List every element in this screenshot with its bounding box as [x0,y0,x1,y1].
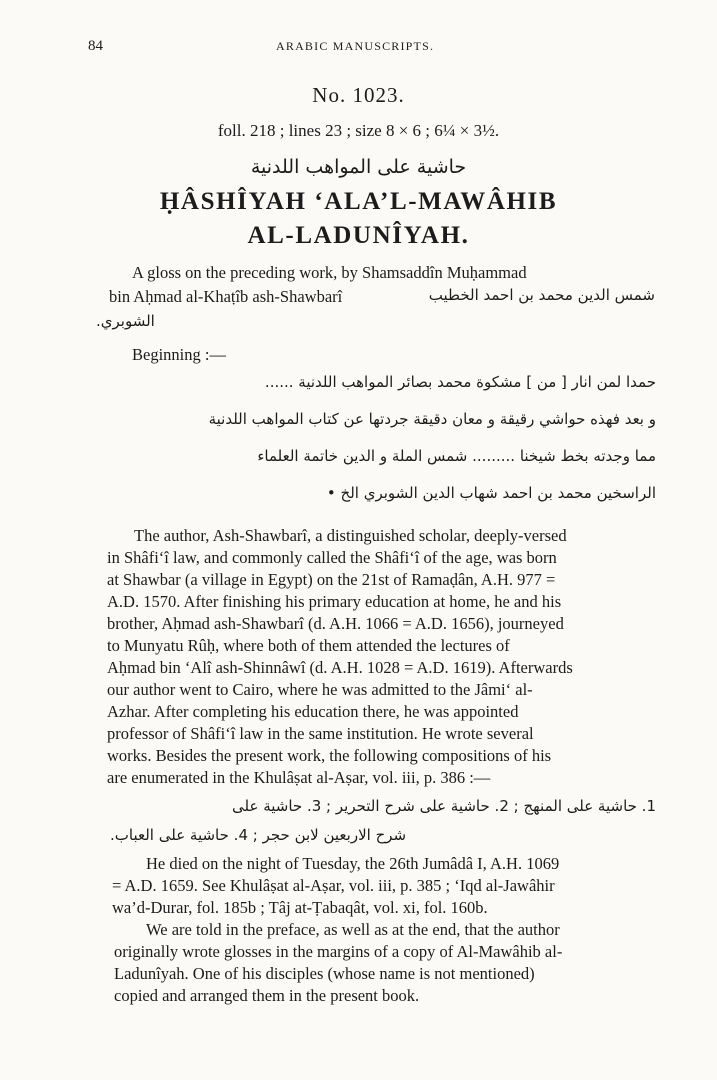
bio-line: are enumerated in the Khulâṣat al-Aṣar, vol. iii, p. 386 :— [107,768,491,787]
running-title: ARABIC MANUSCRIPTS. [276,39,435,53]
bio-line: to Munyatu Rûḥ, where both of them attended the lectures of [107,636,510,655]
bio-line: The author, Ash-Shawbarî, a distinguished scholar, deeply-versed [134,526,567,545]
bio-line: brother, Aḥmad ash-Shawbarî (d. A.H. 1066 = A.D. 1656), journeyed [107,614,564,633]
title-line-1: ḤÂSHÎYAH ‘ALA’L-MAWÂHIB [159,188,558,215]
gloss-line-2: bin Aḥmad al-Khaṭîb ash-Shawbarî [109,287,343,306]
arabic-title: حاشية على المواهب اللدنية [250,156,467,178]
bio-line: Azhar. After completing his education there, he was appointed [107,702,519,721]
death-line: = A.D. 1659. See Khulâṣat al-Aṣar, vol. iii, p. 385 ; ‘Iqd al-Jawâhir [112,876,555,895]
death-line: wa’d-Durar, fol. 185b ; Tâj at-Ṭabaqât, vol. xi, fol. 160b. [112,898,488,917]
collation: foll. 218 ; lines 23 ; size 8 × 6 ; 6¼ × 3½. [217,121,500,140]
beginning-line: حمدا لمن انار [ من ] مشكوة محمد بصائر المواهب اللدنية ...... [264,373,656,391]
gloss-line-2-arabic: شمس الدين محمد بن احمد الخطيب [428,286,655,304]
gloss-line-1: A gloss on the preceding work, by Shamsaddîn Muḥammad [132,263,527,282]
death-line: He died on the night of Tuesday, the 26th Jumâdâ I, A.H. 1069 [146,854,560,873]
gloss-line-3-arabic: الشوبري. [96,312,155,330]
bio-line: professor of Shâfi‘î law in the same institution. He wrote several [107,724,534,743]
compositions-line-1: 1. حاشية على المنهج ; 2. حاشية على شرح التحرير ; 3. حاشية على [232,797,656,815]
bio-line: works. Besides the present work, the following compositions of his [107,746,552,765]
closing-line: originally wrote glosses in the margins of a copy of Al-Mawâhib al- [114,942,563,961]
bio-line: in Shâfi‘î law, and commonly called the Shâfi‘î of the age, was born [107,548,557,567]
page-number: 84 [88,38,103,54]
title-line-2: AL-LADUNÎYAH. [247,222,470,249]
closing-line: Ladunîyah. One of his disciples (whose name is not mentioned) [114,964,535,983]
bio-line: our author went to Cairo, where he was admitted to the Jâmi‘ al- [107,680,533,699]
compositions-line-2: شرح الاربعين لابن حجر ; 4. حاشية على العباب. [110,826,407,844]
beginning-label: Beginning :— [132,345,226,364]
bio-line: at Shawbar (a village in Egypt) on the 21st of Ramaḍân, A.H. 977 = [107,570,556,589]
closing-line: copied and arranged them in the present book. [114,986,420,1005]
bio-line: Aḥmad bin ‘Alî ash-Shinnâwî (d. A.H. 1028 = A.D. 1619). Afterwards [107,658,573,677]
beginning-line: الراسخين محمد بن احمد شهاب الدين الشوبري الخ • [326,484,656,502]
closing-line: We are told in the preface, as well as at the end, that the author [146,920,560,939]
bio-line: A.D. 1570. After finishing his primary education at home, he and his [107,592,562,611]
beginning-line: و بعد فهذه حواشي رقيقة و معان دقيقة جردتها عن كتاب المواهب اللدنية [208,410,656,428]
beginning-line: مما وجدته بخط شيخنا ......... شمس الملة و الدين خاتمة العلماء [257,447,656,465]
entry-number: No. 1023. [312,83,405,107]
